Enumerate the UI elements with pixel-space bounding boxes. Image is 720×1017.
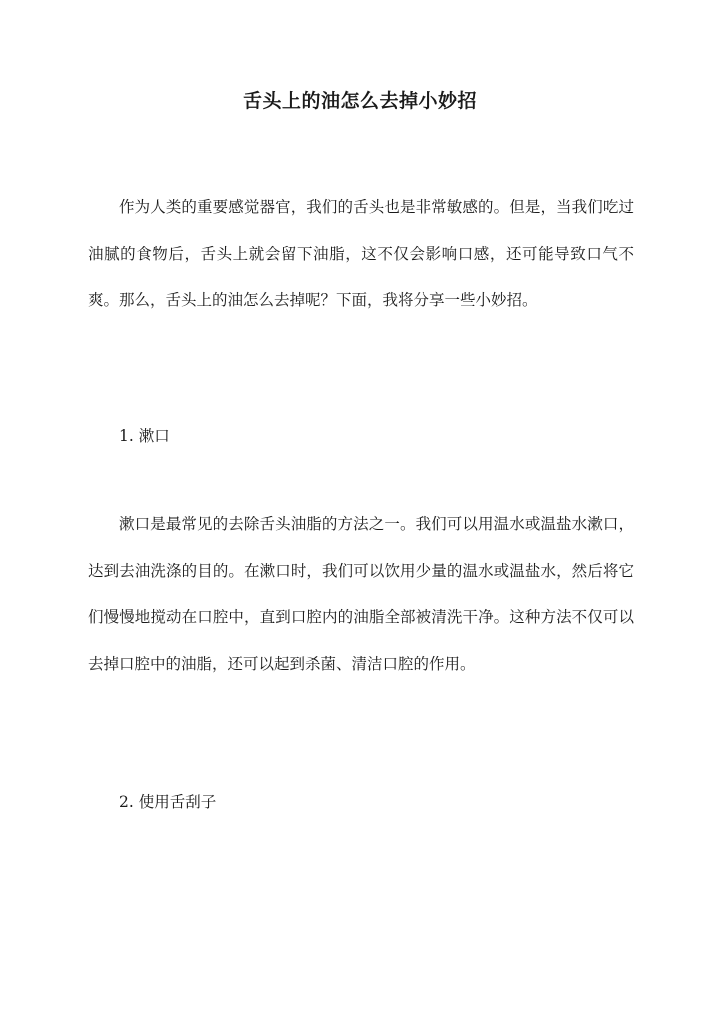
section-body-gargle: 漱口是最常见的去除舌头油脂的方法之一。我们可以用温水或温盐水漱口，达到去油洗涤的目的。在漱口时，我们可以饮用少量的温水或温盐水，然后将它们慢慢地搅动在口腔中，直到口腔内的油脂全部被清洗干净。这种方法不仅可以去掉口腔中的油脂，还可以起到杀菌、清洁口腔的作用。 (88, 515, 634, 673)
intro-paragraph: 作为人类的重要感觉器官，我们的舌头也是非常敏感的。但是，当我们吃过油腻的食物后，舌头上就会留下油脂，这不仅会影响口感，还可能导致口气不爽。那么，舌头上的油怎么去掉呢？下面，我将分享一些小妙招。 (88, 198, 634, 309)
document-title: 舌头上的油怎么去掉小妙招 (242, 90, 477, 112)
section-heading-tongue-scraper: 2. 使用舌刮子 (119, 793, 217, 811)
section-heading-gargle: 1. 漱口 (119, 427, 170, 445)
